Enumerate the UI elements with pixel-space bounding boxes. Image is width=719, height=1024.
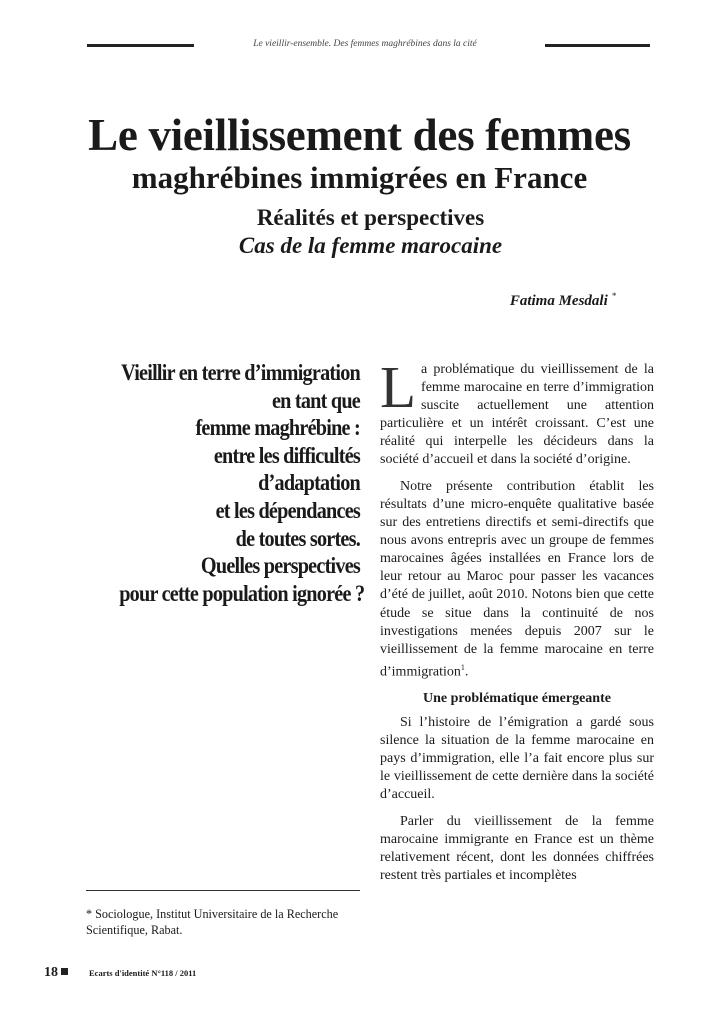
pull-quote-line: Quelles perspectives [200, 553, 360, 580]
square-bullet-icon [61, 968, 68, 975]
journal-footer: Ecarts d'identité N°118 / 2011 [89, 968, 197, 978]
article-title-line-2: maghrébines immigrées en France [131, 160, 588, 195]
footnote-rule [86, 890, 360, 891]
pull-quote-line: pour cette population ignorée ? [119, 580, 365, 607]
pull-quote-line: entre les difficultés [213, 442, 360, 469]
footnote-ref: 1 [460, 662, 465, 672]
body-column [380, 354, 654, 893]
article-subtitle-italic: Cas de la femme marocaine [238, 233, 503, 258]
header-rule-left [87, 44, 194, 47]
running-head: Le vieillir-ensemble. Des femmes maghrébines dans la cité [253, 39, 477, 49]
author-name: Fatima Mesdali [509, 293, 608, 309]
drop-cap: L [380, 354, 417, 420]
paragraph [380, 478, 654, 682]
pull-quote-line: Vieillir en terre d’immigration [121, 360, 360, 386]
section-heading: Une problématique émergeante [423, 690, 611, 706]
page-number [44, 965, 68, 981]
article-subtitle: Réalités et perspectives [256, 205, 485, 230]
pull-quote-line: femme maghrébine : [195, 415, 360, 442]
paragraph: Si l’histoire de l’émigration a gardé sous silence la situation de la femme marocaine en pays d’immigration, elle l’a fait encore plus sur le vieillissement de cette dernière dans la société d’accueil. [380, 714, 654, 803]
pull-quote-line: et les dépendances [215, 497, 360, 524]
paragraph: Parler du vieillissement de la femme marocaine immigrante en France est un thème relativement récent, dont les données chiffrées restent très partiales et incomplètes [380, 813, 654, 883]
pull-quote-line: d’adaptation [258, 470, 360, 497]
author [510, 291, 616, 310]
pull-quote-line: en tant que [271, 387, 360, 414]
pull-quote-line: de toutes sortes. [235, 525, 360, 552]
footnote: * Sociologue, Institut Universitaire de la Recherche Scientifique, Rabat. [86, 907, 339, 937]
article-title: Le vieillissement des femmes [88, 110, 631, 160]
pull-quote [119, 360, 365, 608]
paragraph-end: . [464, 664, 469, 680]
header-rule-right [545, 44, 650, 47]
paragraph-text: Notre présente contribution établit les résultats d’une micro-enquête qualitative basée sur des entretiens directifs et semi-directifs que nous avons entrepris avec un groupe de femmes marocaines âgées installées en France lors de leur retour au Maroc pour passer les vacances d’été de juillet, août 2010. Notons bien que cette étude se situe dans la continuité de nos investigations menées depuis 2007 sur le vieillissement de la femme marocaine en terre d’immigration [380, 478, 654, 680]
paragraph-text: a problématique du vieillissement de la femme marocaine en terre d’immigration suscite actuellement une attention particulière et un intérêt croissant. C’est une réalité qui interpelle les décideurs dans la société d’accueil et dans la société d’origine. [380, 362, 654, 468]
page-number-value: 18 [44, 965, 58, 980]
paragraph-intro [380, 354, 654, 470]
author-footnote-mark: * [611, 291, 616, 301]
